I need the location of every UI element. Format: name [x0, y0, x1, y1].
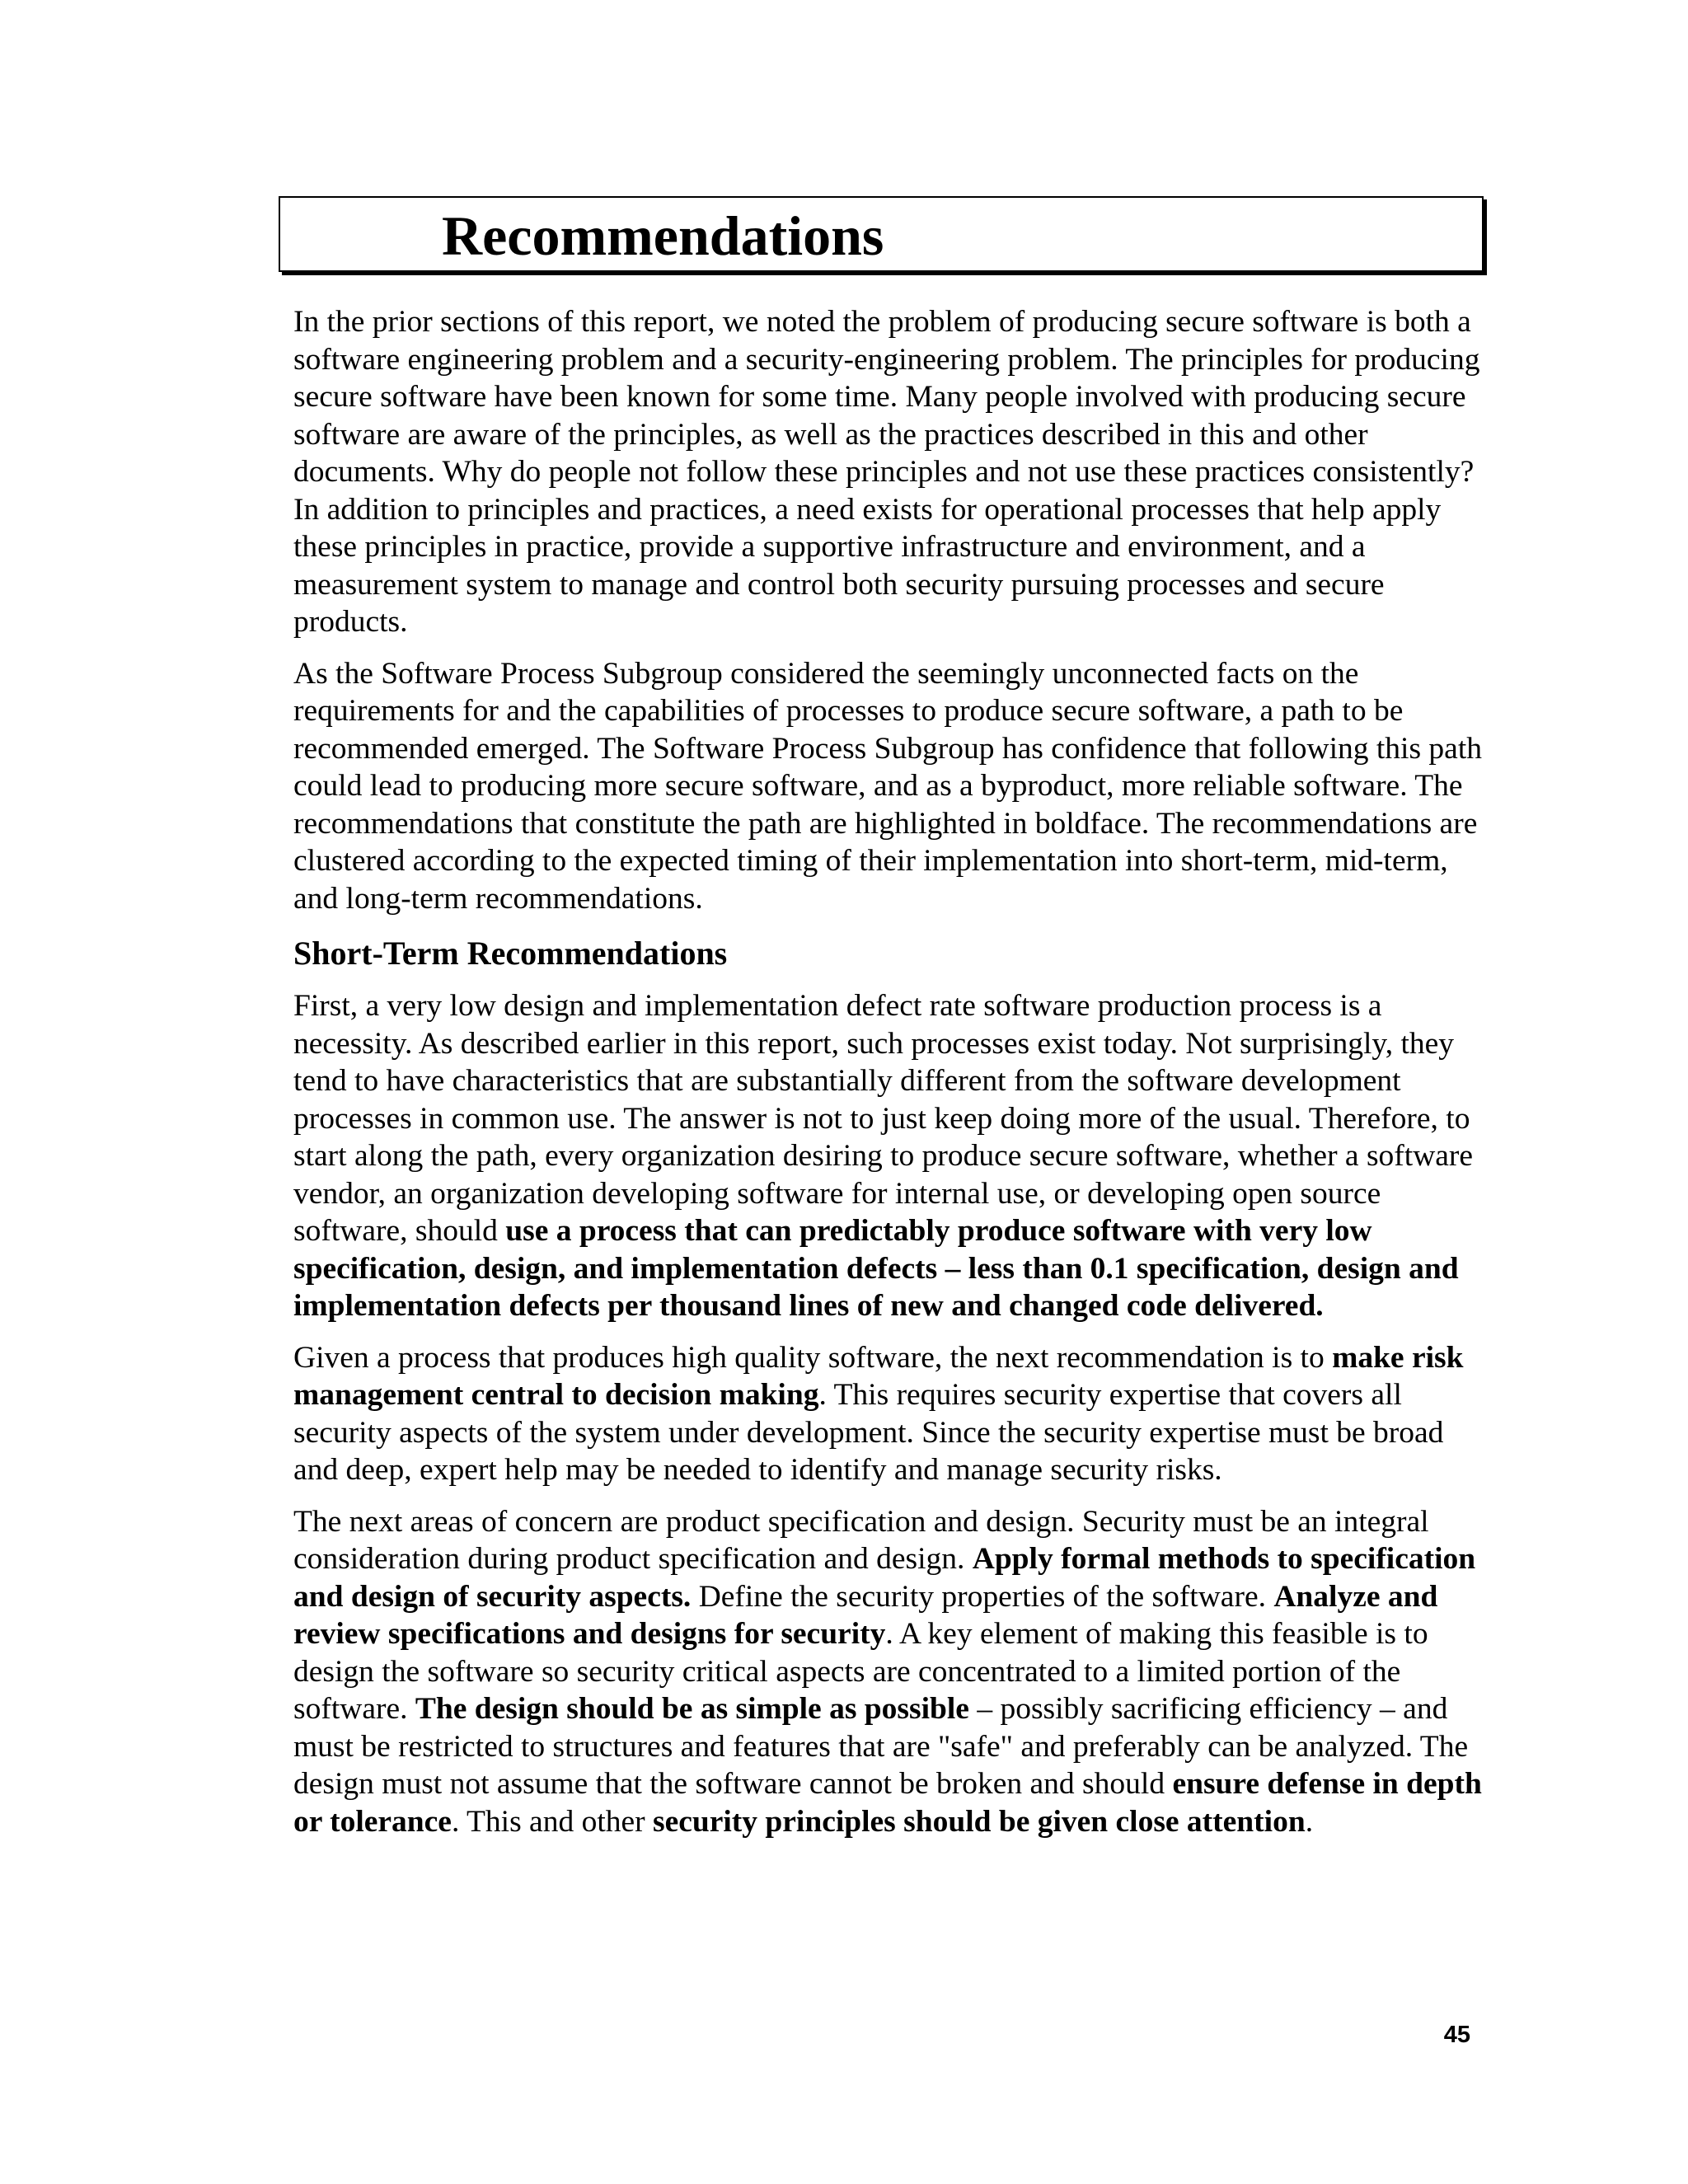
text-run: . This requires security expertise that covers all security aspects of the system under development. Since the security expertise must be broad and deep, expert help may be needed to identify and manage security risks. [293, 1378, 1444, 1487]
text-run: . [1305, 1804, 1314, 1839]
short-term-paragraph-3 [293, 1503, 1489, 1841]
text-run: First, a very low design and implementation defect rate software production process is a necessity. As described earlier in this report, such processes exist today. Not surprisingly, they tend to have characteristics that are substantially different from the software development processes in common use. The answer is not to just keep doing more of the usual. Therefore, to start along the path, every organization desiring to produce secure software, whether a software vendor, an organization developing software for internal use, or developing open source software, should [293, 989, 1474, 1248]
bold-recommendation: Analyze and review specifications and designs for security [293, 1579, 1438, 1651]
text-run: The next areas of concern are product specification and design. Security must be an integral consideration during product specification and design. [293, 1504, 1429, 1576]
bold-recommendation: use a process that can predictably produce software with very low specification, design, and implementation defects – less than 0.1 specification, design and implementation defects per thousand lines of new and changed code delivered. [293, 1214, 1459, 1323]
text-run: . A key element of making this feasible is to design the software so security critical aspects are concentrated to a limited portion of the software. [293, 1617, 1428, 1726]
intro-paragraph-1: In the prior sections of this report, we noted the problem of producing secure software is both a software engineering problem and a security-engineering problem. The principles for producing secure software have been known for some time. Many people involved with producing secure software are aware of the principles, as well as the practices described in this and other documents. Why do people not follow these principles and not use these practices consistently? In addition to principles and practices, a need exists for operational processes that help apply these principles in practice, provide a supportive infrastructure and environment, and a measurement system to manage and control both security pursuing processes and secure products. [293, 305, 1480, 639]
text-run: Define the security properties of the software. [691, 1579, 1274, 1614]
bold-recommendation: Apply formal methods to specification and design of security aspects. [293, 1542, 1476, 1614]
bold-recommendation: The design should be as simple as possible [415, 1692, 969, 1726]
short-term-paragraph-1 [293, 987, 1489, 1325]
bold-recommendation: security principles should be given close attention [653, 1804, 1306, 1839]
page-number: 45 [1443, 2022, 1470, 2048]
text-run: . This and other [451, 1804, 653, 1839]
bold-recommendation: make risk management central to decision making [293, 1340, 1464, 1412]
text-run: – possibly sacrificing efficiency – and must be restricted to structures and features that are "safe" and preferably can be analyzed. The design must not assume that the software cannot be broken and should [293, 1692, 1469, 1801]
text-run: Given a process that produces high quality software, the next recommendation is to [293, 1340, 1333, 1375]
section-heading-short-term: Short-Term Recommendations [293, 935, 728, 972]
bold-recommendation: ensure defense in depth or tolerance [293, 1767, 1482, 1839]
main-content [293, 303, 1489, 1854]
short-term-paragraph-2 [293, 1339, 1489, 1489]
page-title: Recommendations [442, 204, 884, 267]
intro-paragraph-2: As the Software Process Subgroup considered the seemingly unconnected facts on the requirements for and the capabilities of processes to produce secure software, a path to be recommended emerged. The Software Process Subgroup has confidence that following this path could lead to producing more secure software, and as a byproduct, more reliable software. The recommendations that constitute the path are highlighted in boldface. The recommendations are clustered according to the expected timing of their implementation into short-term, mid-term, and long-term recommendations. [293, 656, 1482, 916]
title-box [279, 196, 1484, 272]
